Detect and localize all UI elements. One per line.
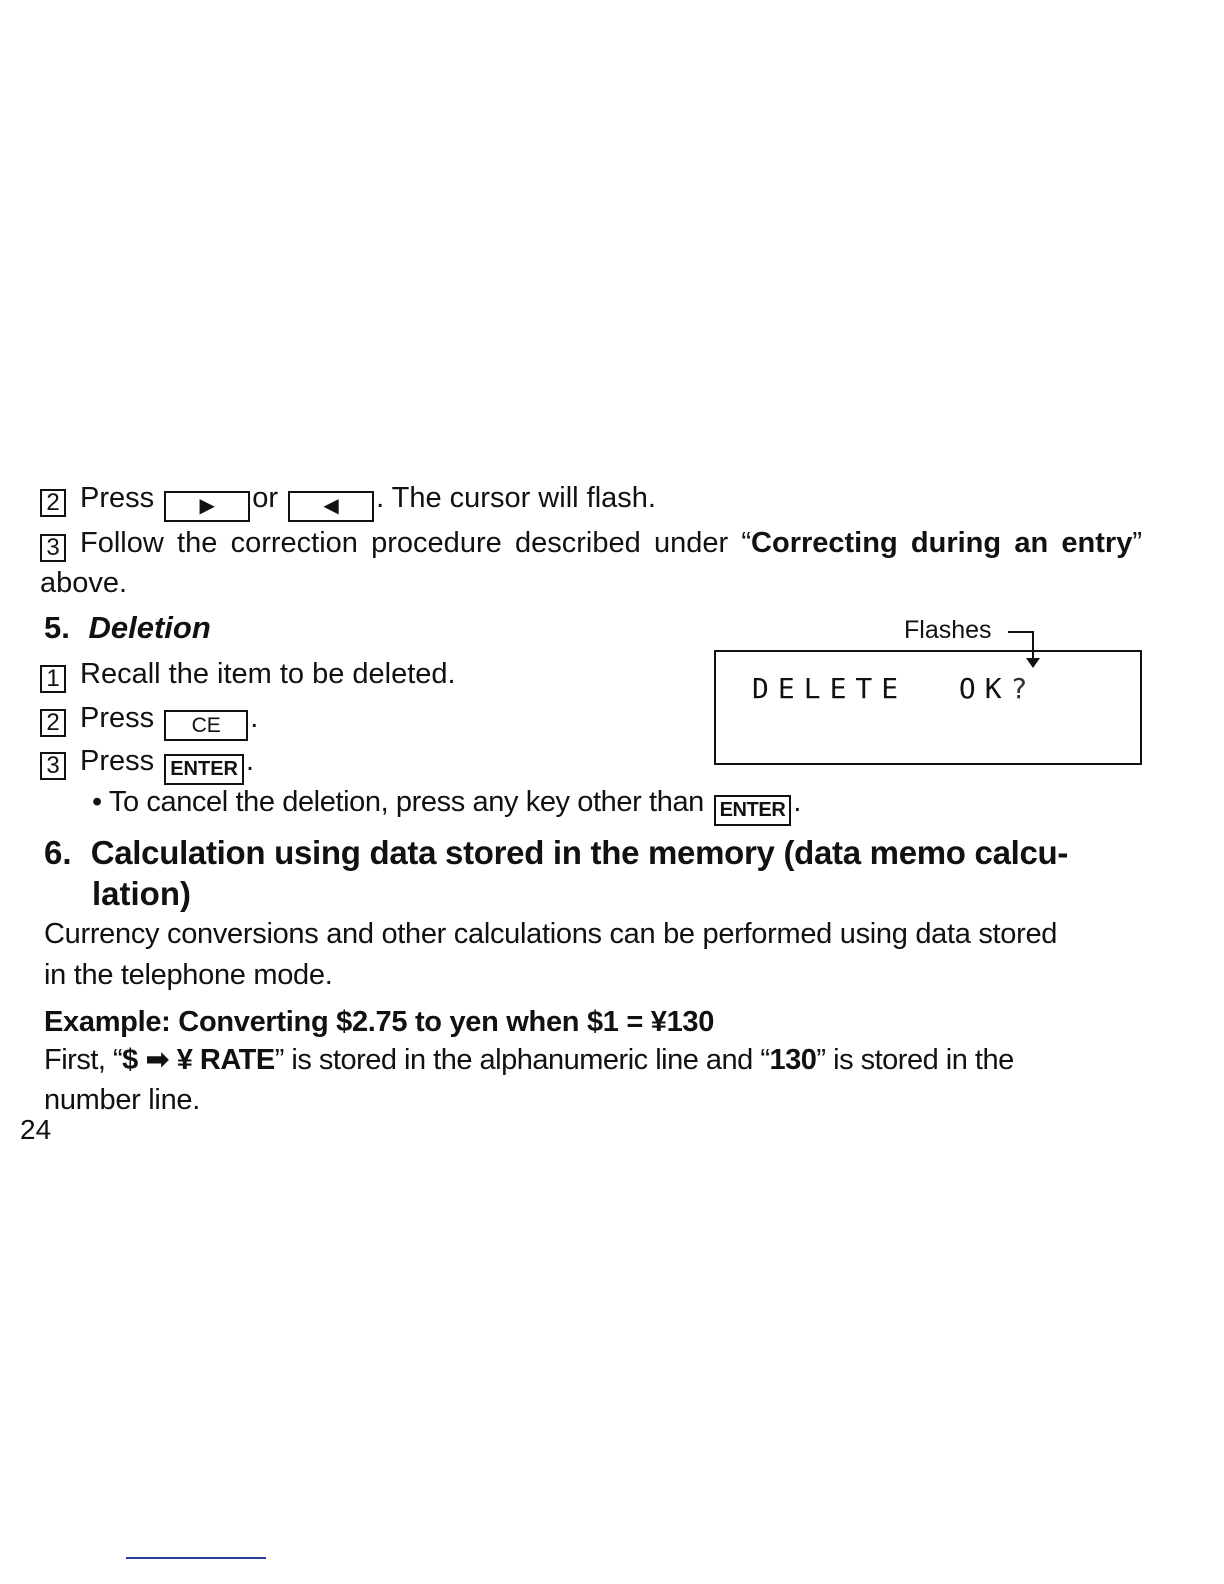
left-arrow-key-icon: ◀ [288, 491, 374, 522]
section-title: Deletion [88, 610, 211, 645]
step-text: Press [80, 482, 155, 514]
deletion-step-1 [40, 656, 456, 693]
right-arrow-key-icon: ▶ [164, 491, 250, 522]
bottom-rule [126, 1557, 266, 1559]
step-text: above. [40, 567, 128, 599]
section-number: 5. [44, 610, 70, 645]
section-6-heading [44, 833, 1068, 872]
section-6-body-line1: Currency conversions and other calculations can be performed using data stored [44, 918, 1058, 950]
example-last-line: number line. [44, 1084, 200, 1116]
section-number: 6. [44, 834, 72, 871]
example-bold-text: $ ➡ ¥ RATE [122, 1044, 275, 1076]
step-number: 1 [40, 665, 66, 693]
note-text: . [793, 786, 802, 818]
ce-key-icon: CE [164, 710, 248, 741]
section-5-heading [44, 610, 211, 646]
step-text: Recall the item to be deleted. [80, 658, 456, 690]
step-text: Press [80, 702, 155, 734]
example-text: ” is stored in the [816, 1044, 1014, 1076]
step-number: 2 [40, 489, 66, 517]
example-first-line [44, 1040, 1144, 1080]
step-bold-text: Correcting during an entry [751, 527, 1133, 559]
page-number: 24 [20, 1114, 52, 1145]
section-6-heading-cont: lation) [92, 875, 191, 912]
enter-key-icon: ENTER [164, 754, 244, 785]
step-text: . [246, 745, 255, 777]
section-6-body-line2: in the telephone mode. [44, 959, 333, 991]
section-title-line1: Calculation using data stored in the memory (data memo calcu- [90, 834, 1069, 871]
step-text: or [252, 482, 278, 514]
example-text: ” is stored in the alphanumeric line and “ [274, 1044, 770, 1076]
step-text: Press [80, 745, 155, 777]
example-heading: Example: Converting $2.75 to yen when $1 = ¥130 [44, 1006, 715, 1038]
step-text: Follow the correction procedure described under [80, 527, 742, 559]
example-text: First, “ [44, 1044, 123, 1076]
deletion-cancel-note [92, 784, 801, 826]
step-text: . [250, 702, 259, 734]
step-number: 3 [40, 534, 66, 562]
enter-key-icon: ENTER [714, 795, 792, 826]
step-number: 3 [40, 752, 66, 780]
step-text: . The cursor will flash. [376, 482, 656, 514]
note-text: • To cancel the deletion, press any key other than [92, 786, 704, 818]
lcd-display [714, 650, 1142, 765]
step-number: 2 [40, 709, 66, 737]
flashes-label: Flashes [904, 616, 992, 644]
step-2-cursor [40, 480, 656, 522]
lcd-text [752, 672, 1036, 705]
deletion-step-3 [40, 743, 254, 785]
lcd-message: DELETE OK [752, 672, 1011, 705]
lcd-flashing-char: ? [1010, 672, 1037, 705]
step-3-follow: 3 Follow the correction procedure described under “Correcting during an entry” above. [40, 527, 1142, 599]
example-bold-text: 130 [769, 1044, 817, 1076]
deletion-step-2 [40, 700, 258, 741]
